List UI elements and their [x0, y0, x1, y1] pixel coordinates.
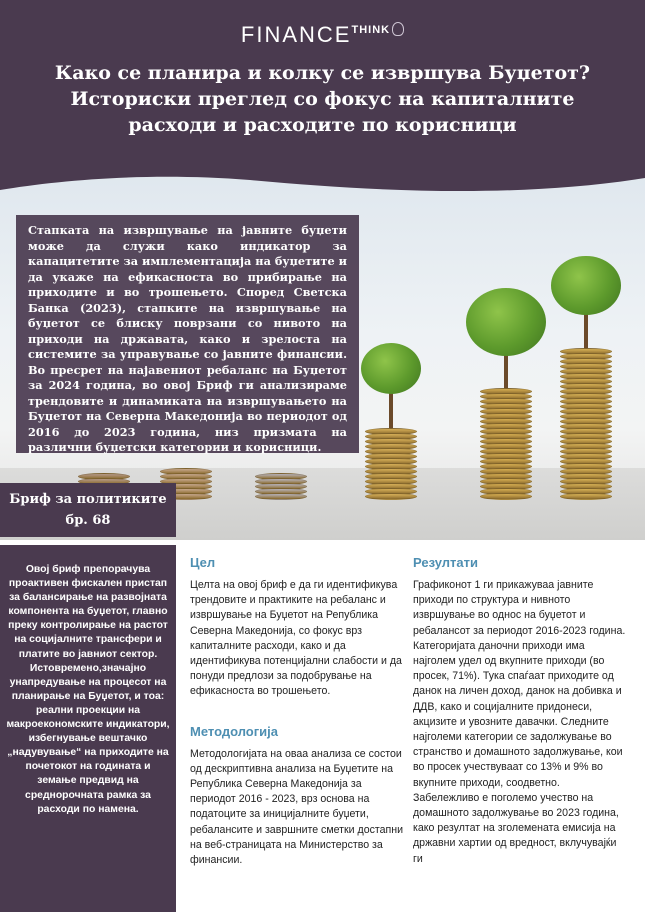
- brief-number-label: [0, 483, 176, 537]
- lightbulb-icon: [392, 22, 404, 36]
- header-wave: [0, 150, 645, 210]
- recommendation-sidebar: [0, 545, 176, 912]
- coin-stack: [480, 390, 532, 500]
- intro-box: [16, 215, 359, 453]
- finance-think-logo: [0, 22, 645, 48]
- logo-sub-text: THINK: [351, 24, 391, 36]
- coin: [365, 493, 417, 500]
- column-results: [413, 555, 628, 867]
- goal-text: Целта на овој бриф е да ги идентификува трендовите и практиките на ребаланс и извршување на Буџетот на Република Северна Македонија, со фокус врз капиталните расходи, како и да идентификува потенцијални слабости и да понуди предлози за подобрување на ефикасноста во трошењето.: [190, 579, 402, 698]
- coin: [560, 493, 612, 500]
- methodology-text: Методологијата на оваа анализа се состои од дескриптивна анализа на Буџетите на Република Северна Македонија за периодот 2016 - 2023, врз основа на податоците за иницијалните буџети, ребалансите и завршните сметки достапни на веб-страницата на Министерство за финансии.: [190, 747, 404, 867]
- goal-heading: Цел: [190, 555, 216, 570]
- coin: [255, 493, 307, 500]
- results-heading: Резултати: [413, 555, 478, 570]
- coin-stack: [560, 350, 612, 500]
- column-goal-methodology: [190, 555, 405, 868]
- coin-stack: [365, 430, 417, 500]
- brief-label-line1: Бриф за политиките: [9, 492, 167, 507]
- coin: [480, 493, 532, 500]
- results-text: Графиконот 1 ги прикажуваа јавните приходи по структура и нивното извршување во однос на буџетот и ребалансот за периодот 2016-2023 година. Категоријата даночни приходи има најголем удел од вкупните приходи (во просек, 71%). Тука спаѓаат приходите од данок на личен доход, данок на добивка и ДДВ, како и социјалните придонеси, акцизите и увозните давачки. Следните најголеми категории се задолжување во странство и домашното задолжување, кои во просек учествуваат со 13% и 9% во вкупните приходи, соодветно. Забележливо е поголемо учество на домашното задолжување во 2023 година, како резултат на зголемената емисија на државни хартии од вредност, вклучувајќи ги: [413, 579, 626, 865]
- logo-main-text: FINANCE: [240, 22, 352, 47]
- methodology-heading: Методологија: [190, 723, 278, 739]
- brief-label-line2: бр. 68: [65, 513, 111, 528]
- tree-canopy: [361, 343, 421, 394]
- intro-text: Стапката на извршување на јавните буџети може да служи како индикатор за капацитетите за имплементација на буџетите и да укаже на ефикасноста во прибирање на приходите и во трошењето. Според Светска Банка (2023), стапките на извршување на буџетот се блиску поврзани со нивото на приходи на државата, како и зрелоста на системите за управување со јавните финансии. Во пресрет на најавениот ребаланс на Буџетот за 2024 година, во овој Бриф ги анализираме трендовите и динамиката на извршувањето на Буџетот на Северна Македонија во периодот од 2016 до 2023 година, низ призмата на различни буџетски категории и корисници.: [28, 223, 347, 454]
- sidebar-text: Овој бриф препорачува проактивен фискален пристап за балансирање на развојната компонента на буџетот, главно преку контролирање на растот на социјалните трансфери и платите во јавниот сектор. Истовремено,значајно унапредување на процесот на планирање на Буџетот, и тоа: реални проекции на макроекономските индикатори, избегнување вештачко „надувување“ на приходите на почетокот на годината и земање предвид на среднорочната рамка за расходи по намена.: [6, 564, 170, 815]
- coin-stack: [255, 475, 307, 500]
- tree-canopy: [551, 256, 621, 316]
- document-title: Како се планира и колку се извршува Буџетот? Историски преглед со фокус на капиталните расходи и расходите по корисници: [54, 62, 591, 136]
- tree-canopy: [466, 288, 546, 356]
- tree-trunk: [389, 388, 393, 428]
